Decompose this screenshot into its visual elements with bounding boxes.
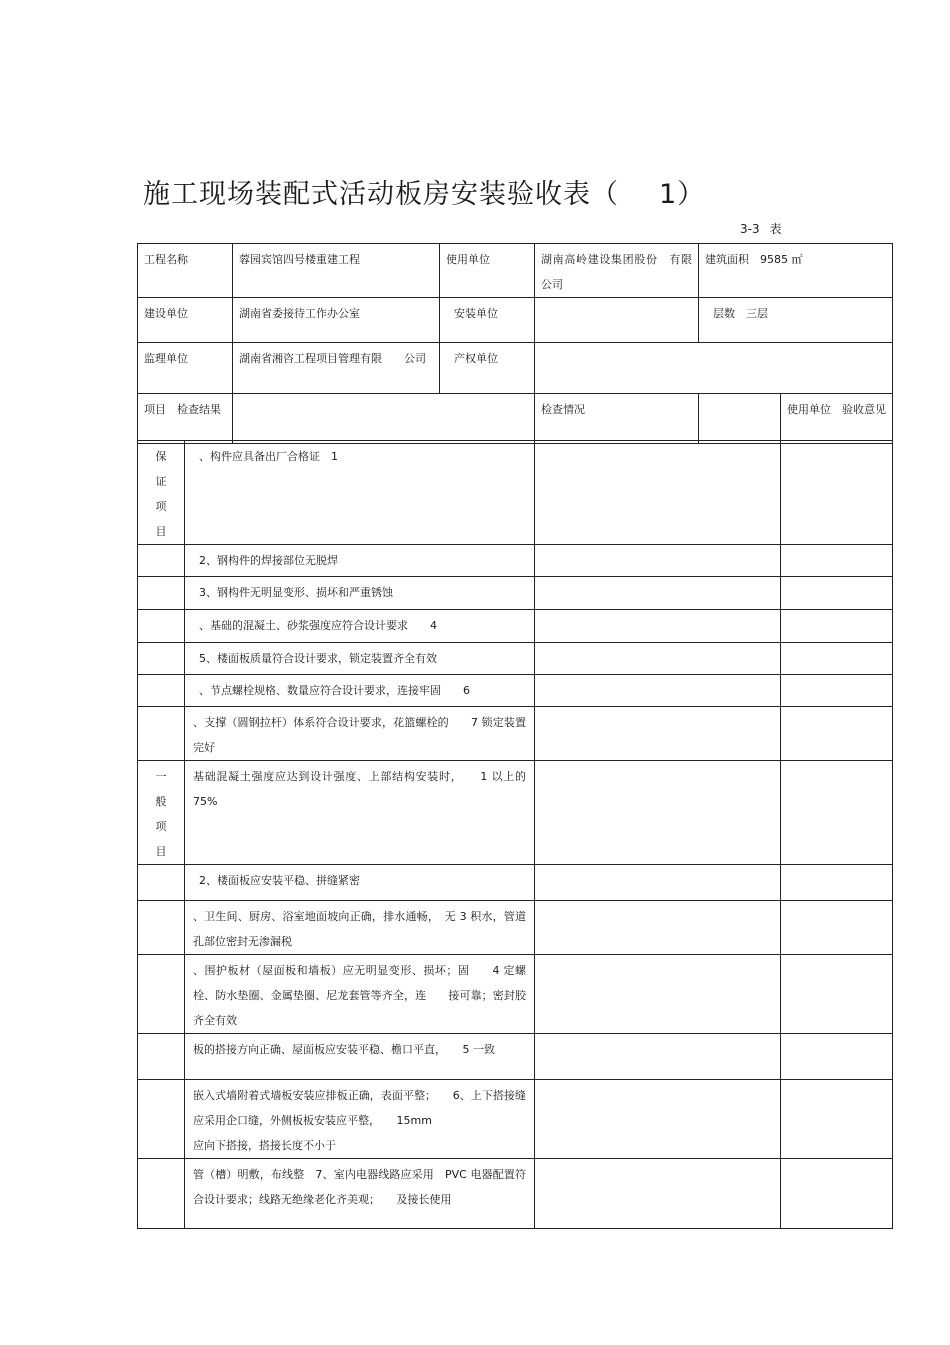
table-number: 3-3 表 — [740, 222, 782, 236]
floors-cell: 层数 三层 — [699, 298, 893, 343]
list-item: 嵌入式墙附着式墙板安装应排板正确，表面平整； 6、上下搭接缝应采用企口缝，外侧板板安装应平整， 15mm 应向下搭接，搭接长度不小于 — [185, 1080, 535, 1159]
project-name-label: 工程名称 — [138, 244, 233, 298]
section-general: 一 般 项 目 — [138, 761, 185, 865]
list-item: 、围护板材（屋面板和墙板）应无明显变形、损坏；固 4 定螺栓、防水垫圈、金属垫圈、尼龙套管等齐全，连 接可靠；密封胶齐全有效 — [185, 955, 535, 1034]
area-cell: 建筑面积 9585 ㎡ — [699, 244, 893, 298]
list-item: 3、钢构件无明显变形、损坏和严重锈蚀 — [185, 577, 535, 610]
list-item: 、支撑（圆钢拉杆）体系符合设计要求，花篮螺栓的 7 锁定装置完好 — [185, 707, 535, 761]
page-title: 施工现场装配式活动板房安装验收表（ 1） — [143, 179, 706, 210]
list-item: 、卫生间、厨房、浴室地面坡向正确，排水通畅， 无 3 积水，管道孔部位密封无渗漏税 — [185, 901, 535, 955]
project-name-value: 蓉园宾馆四号楼重建工程 — [233, 244, 440, 298]
info-table — [137, 243, 893, 444]
supervisor-value: 湖南省湘咨工程项目管理有限 公司 — [233, 343, 440, 394]
list-item: 2、楼面板应安装平稳、拼缝紧密 — [185, 865, 535, 901]
owner-value — [535, 343, 893, 394]
user-unit-value: 湖南高岭建设集团股份 有限公司 — [535, 244, 699, 298]
status-cell — [535, 441, 781, 545]
list-item: 、节点螺栓规格、数量应符合设计要求，连接牢固 6 — [185, 675, 535, 707]
list-item: 板的搭接方向正确、屋面板应安装平稳、檐口平直， 5 一致 — [185, 1034, 535, 1080]
list-item: 5、楼面板质量符合设计要求，锁定装置齐全有效 — [185, 643, 535, 675]
installer-value — [535, 298, 699, 343]
check-table — [137, 440, 893, 1229]
list-item: 2、钢构件的焊接部位无脱焊 — [185, 545, 535, 577]
list-item: 基础混凝土强度应达到设计强度、上部结构安装时， 1 以上的 75% — [185, 761, 535, 865]
list-item: 、基础的混凝土、砂浆强度应符合设计要求 4 — [185, 610, 535, 643]
status-header: 检查情况 — [535, 394, 699, 444]
blank-header — [233, 394, 535, 444]
opinion-cell — [781, 441, 893, 545]
list-item: 管（槽）明敷，布线整 7、室内电器线路应采用 PVC 电器配置符合设计要求；线路无绝缘老化齐美观； 及接长使用 — [185, 1159, 535, 1229]
list-item: 、构件应具备出厂合格证 1 — [185, 441, 535, 545]
user-unit-label: 使用单位 — [440, 244, 535, 298]
owner-label: 产权单位 — [440, 343, 535, 394]
supervisor-label: 监理单位 — [138, 343, 233, 394]
builder-value: 湖南省委接待工作办公室 — [233, 298, 440, 343]
installer-label: 安装单位 — [440, 298, 535, 343]
builder-label: 建设单位 — [138, 298, 233, 343]
section-guarantee: 保 证 项 目 — [138, 441, 185, 545]
item-result-header: 项目 检查结果 — [138, 394, 233, 444]
opinion-header: 使用单位 验收意见 — [699, 394, 893, 444]
